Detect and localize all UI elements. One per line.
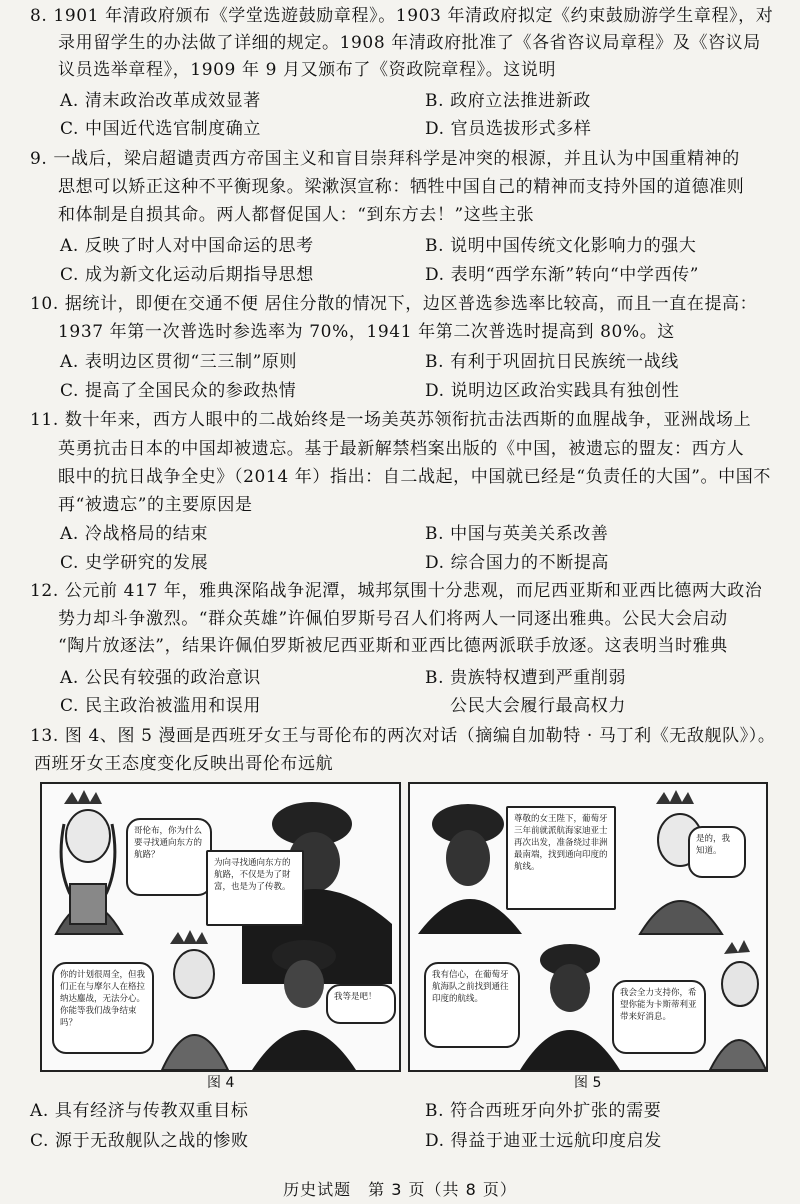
q10-stem-line: 10. 据统计，即便在交通不便 居住分散的情况下，边区普选参选率比较高，而且一直在提高： [30,294,758,314]
figure-4-caption: 图 4 [207,1075,235,1091]
q9-option-a[interactable]: A. 反映了时人对中国命运的思考 [60,236,314,256]
q12-option-d[interactable]: 公民大会履行最高权力 [450,696,626,716]
q9-stem-line: 和体制是自损其命。两人都督促国人：“到东方去！”这些主张 [58,205,535,225]
figure-5-comic [408,782,768,1072]
q12-option-b[interactable]: B. 贵族特权遭到严重削弱 [425,668,627,688]
speech-bubble: 哥伦布，你为什么要寻找通向东方的航路？ [126,818,212,896]
q12-stem-line: 势力却斗争激烈。“群众英雄”许佩伯罗斯号召人们将两人一同逐出雅典。公民大会启动 [58,609,728,629]
queen-figure-2 [162,930,228,1070]
q11-option-b[interactable]: B. 中国与英美关系改善 [425,524,609,544]
q8-stem-line: 8. 1901 年清政府颁布《学堂选遊鼓励章程》。1903 年清政府拟定《约束鼓励游学生章程》，对 [30,6,774,26]
q13-stem-line: 西班牙女王态度变化反映出哥伦布远航 [34,754,334,774]
q11-option-a[interactable]: A. 冷战格局的结束 [60,524,209,544]
queen-figure-2 [710,940,766,1070]
speech-bubble: 我有信心，在葡萄牙航海队之前找到通往印度的航线。 [424,962,520,1048]
q13-option-c[interactable]: C. 源于无敌舰队之战的惨败 [30,1131,249,1151]
q11-option-c[interactable]: C. 史学研究的发展 [60,553,209,573]
q12-stem-line: “陶片放逐法”，结果许佩伯罗斯被尼西亚斯和亚西比德两派联手放逐。这表明当时雅典 [58,636,728,656]
q8-stem-line: 议员选举章程》，1909 年 9 月又颁布了《资政院章程》。这说明 [58,60,557,80]
q11-stem-line: 11. 数十年来，西方人眼中的二战始终是一场美英苏领衔抗击法西斯的血腥战争，亚洲战场上 [30,410,752,430]
columbus-figure-2 [520,944,620,1070]
speech-bubble: 尊敬的女王陛下，葡萄牙三年前就派航海家迪亚士再次出发，准备绕过非洲最南端，找到通向印度的航线。 [506,806,616,910]
q9-stem-line: 思想可以矫正这种不平衡现象。梁漱溟宣称：牺牲中国自己的精神而支持外国的道德准则 [58,177,745,197]
q11-stem-line: 眼中的抗日战争全史》（2014 年）指出：自二战起，中国就已经是“负责任的大国”。中国不 [58,467,771,487]
q12-stem-line: 12. 公元前 417 年，雅典深陷战争泥潭，城邦氛围十分悲观，而尼西亚斯和亚西比德两大政治 [30,581,763,601]
q8-option-d[interactable]: D. 官员选拔形式多样 [425,119,592,139]
q12-option-c[interactable]: C. 民主政治被滥用和误用 [60,696,262,716]
q11-option-d[interactable]: D. 综合国力的不断提高 [425,553,610,573]
figure-4-comic [40,782,401,1072]
q10-stem-line: 1937 年第一次普选时参选率为 70%，1941 年第二次普选时提高到 80%。这 [58,322,675,342]
q8-stem-line: 录用留学生的办法做了详细的规定。1908 年清政府批准了《各省咨议局章程》及《咨议局 [58,33,761,53]
q13-option-d[interactable]: D. 得益于迪亚士远航印度启发 [425,1131,662,1151]
speech-bubble: 为向寻找通向东方的航路，不仅是为了財富，也是为了传教。 [206,850,304,926]
q10-option-d[interactable]: D. 说明边区政治实践具有独创性 [425,381,680,401]
speech-bubble: 是的，我知道。 [688,826,746,878]
speech-bubble: 你的计划很周全，但我们正在与摩尔人在格拉纳达鏖战，无法分心。你能等我们战争结束吗？ [52,962,154,1054]
speech-bubble: 我会全力支持你，希望你能为卡斯蒂利亚带来好消息。 [612,980,706,1054]
queen-figure [56,790,122,934]
q8-option-b[interactable]: B. 政府立法推进新政 [425,91,591,111]
speech-bubble: 我等是吧！ [326,984,396,1024]
figure-5-caption: 图 5 [574,1075,602,1091]
q8-option-c[interactable]: C. 中国近代选官制度确立 [60,119,262,139]
page-footer: 历史试题 第 3 页（共 8 页） [283,1180,517,1199]
q10-option-b[interactable]: B. 有利于巩固抗日民族统一战线 [425,352,679,372]
q11-stem-line: 再“被遗忘”的主要原因是 [58,495,253,515]
q10-option-c[interactable]: C. 提高了全国民众的参政热情 [60,381,297,401]
q9-stem-line: 9. 一战后，梁启超谴责西方帝国主义和盲目崇拜科学是冲突的根源，并且认为中国重精神的 [30,149,740,169]
q12-option-a[interactable]: A. 公民有较强的政治意识 [60,668,261,688]
q10-option-a[interactable]: A. 表明边区贯彻“三三制”原则 [60,352,298,372]
q9-option-b[interactable]: B. 说明中国传统文化影响力的强大 [425,236,697,256]
q8-option-a[interactable]: A. 清末政治改革成效显著 [60,91,261,111]
q13-option-b[interactable]: B. 符合西班牙向外扩张的需要 [425,1101,662,1121]
q9-option-c[interactable]: C. 成为新文化运动后期指导思想 [60,265,314,285]
q11-stem-line: 英勇抗击日本的中国却被遗忘。基于最新解禁档案出版的《中国，被遗忘的盟友：西方人 [58,439,745,459]
q9-option-d[interactable]: D. 表明“西学东渐”转向“中学西传” [425,265,699,285]
q13-stem-line: 13. 图 4、图 5 漫画是西班牙女王与哥伦布的两次对话（摘编自加勒特 · 马丁利《无敌舰队》）。 [30,726,776,746]
q13-option-a[interactable]: A. 具有经济与传教双重目标 [30,1101,249,1121]
